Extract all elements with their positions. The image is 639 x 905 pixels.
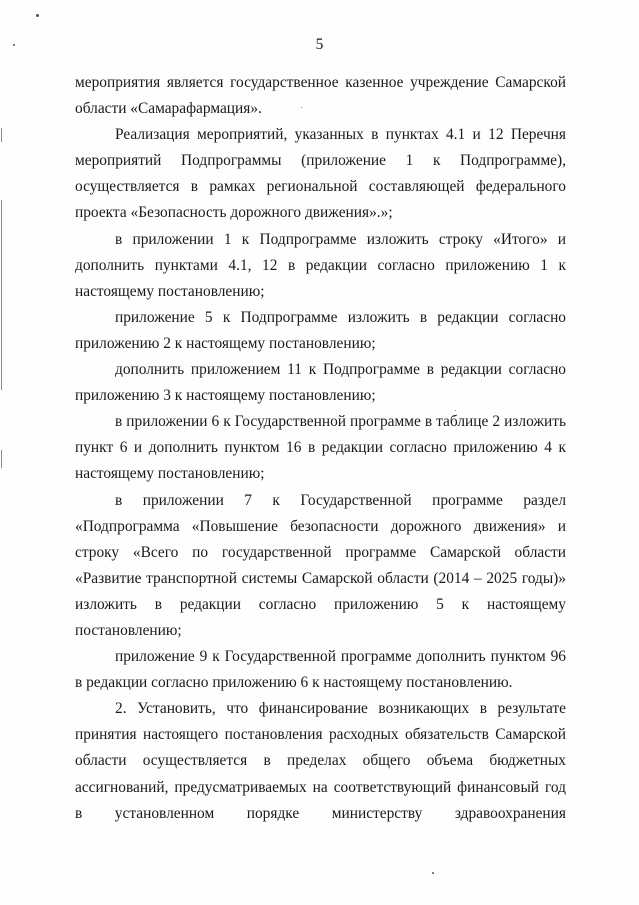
scan-edge-mark	[1, 450, 2, 468]
scan-speck	[432, 872, 434, 874]
paragraph-appendix-11: дополнить приложением 11 к Подпрограмме в редакции согласно приложению 3 к настоящему постановлению;	[75, 361, 566, 405]
document-body	[75, 70, 566, 827]
paragraph-continuation: мероприятия является государственное казенное учреждение Самарской области «Самарафармация».	[75, 74, 566, 118]
page-number: 5	[315, 36, 324, 53]
scan-edge-mark	[1, 128, 2, 142]
paragraph-appendix-9: приложение 9 к Государственной программе дополнить пунктом 96 в редакции согласно приложению 6 к настоящему постановлению.	[75, 648, 566, 692]
paragraph-appendix-5: приложение 5 к Подпрограмме изложить в редакции согласно приложению 2 к настоящему постановлению;	[75, 308, 566, 352]
paragraph-appendix-7: в приложении 7 к Государственной программе раздел «Подпрограмма «Повышение безопасности дорожного движения» и строку «Всего по государственной программе Самарской области «Развитие транспортной системы Самарской области (2014 – 2025 годы)» изложить в редакции согласно приложению 5 к настоящему постановлению;	[75, 491, 566, 639]
scan-speck	[36, 14, 39, 17]
scan-edge-mark	[1, 200, 2, 390]
paragraph-section-2: 2. Установить, что финансирование возникающих в результате принятия настоящего постановления расходных обязательств Самарской области осуществляется в пределах общего объема бюджетных ассигнований, предусматриваемых на соответствующий финансовый год в установленном порядке министерству здравоохранения	[75, 700, 566, 822]
paragraph-implementation: Реализация мероприятий, указанных в пунктах 4.1 и 12 Перечня мероприятий Подпрограммы (приложение 1 к Подпрограмме), осуществляется в рамках региональной составляющей федерального проекта «Безопасность дорожного движения».»;	[75, 126, 566, 222]
paragraph-appendix-6: в приложении 6 к Государственной программе в таблице 2 изложить пункт 6 и дополнить пунктом 16 в редакции согласно приложению 4 к настоящему постановлению;	[75, 413, 566, 483]
paragraph-appendix-1: в приложении 1 к Подпрограмме изложить строку «Итого» и дополнить пунктами 4.1, 12 в редакции согласно приложению 1 к настоящему постановлению;	[75, 230, 566, 300]
